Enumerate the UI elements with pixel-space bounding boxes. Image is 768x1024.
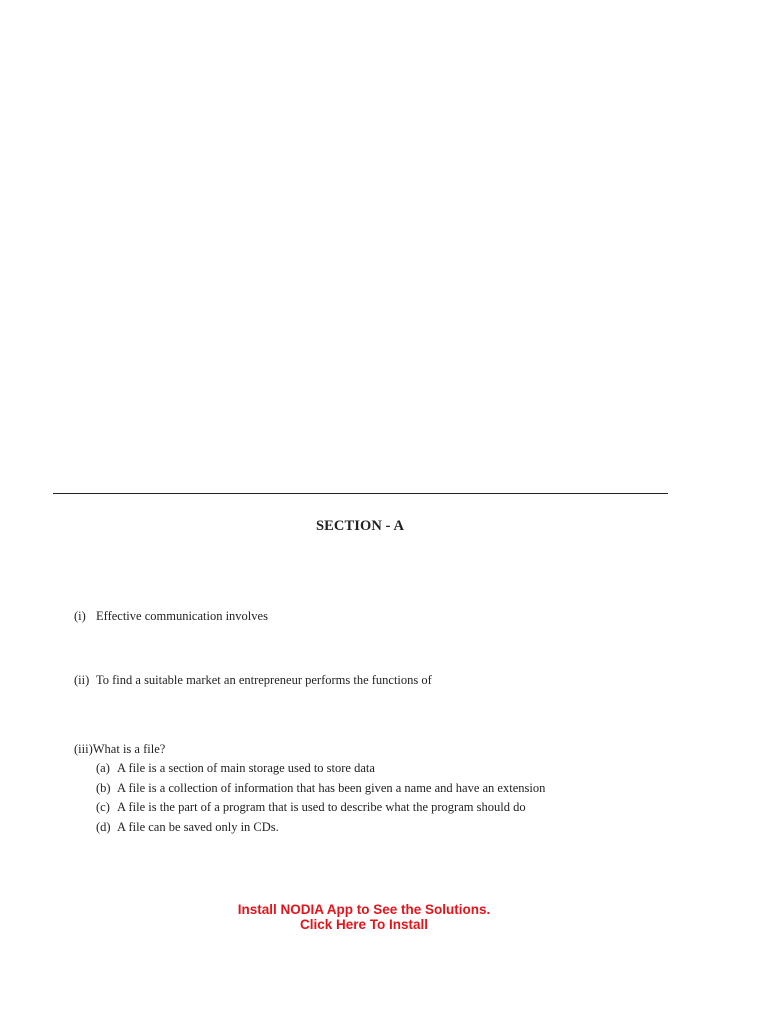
option-text: A file is the part of a program that is used to describe what the program should do <box>117 800 526 814</box>
question-number: (i) <box>74 609 86 623</box>
question-number: (iii) <box>74 742 93 756</box>
option-letter: (b) <box>96 780 111 795</box>
question-1 <box>74 608 268 624</box>
install-app-promo[interactable] <box>0 903 728 932</box>
option-letter: (a) <box>96 761 110 775</box>
option-a <box>96 760 545 780</box>
option-letter: (d) <box>96 819 111 834</box>
question-number: (ii) <box>74 673 90 687</box>
click-to-install-link[interactable]: Click Here To Install <box>299 916 429 932</box>
question-3-options <box>96 760 545 838</box>
option-b <box>96 780 545 800</box>
option-text: A file is a section of main storage used to store data <box>117 761 375 775</box>
horizontal-divider <box>53 493 668 494</box>
question-2 <box>74 672 432 688</box>
question-text: To find a suitable market an entrepreneur performs the functions of <box>96 673 432 687</box>
option-text: A file is a collection of information that has been given a name and have an extension <box>117 780 546 795</box>
question-text: Effective communication involves <box>96 609 268 623</box>
option-text: A file can be saved only in CDs. <box>117 819 279 834</box>
section-heading: SECTION - A <box>315 518 405 534</box>
install-promo-text[interactable]: Install NODIA App to See the Solutions. <box>237 902 491 917</box>
option-c <box>96 799 545 819</box>
question-3 <box>74 741 165 757</box>
option-d <box>96 819 545 839</box>
option-letter: (c) <box>96 800 110 814</box>
question-text: What is a file? <box>92 742 166 756</box>
